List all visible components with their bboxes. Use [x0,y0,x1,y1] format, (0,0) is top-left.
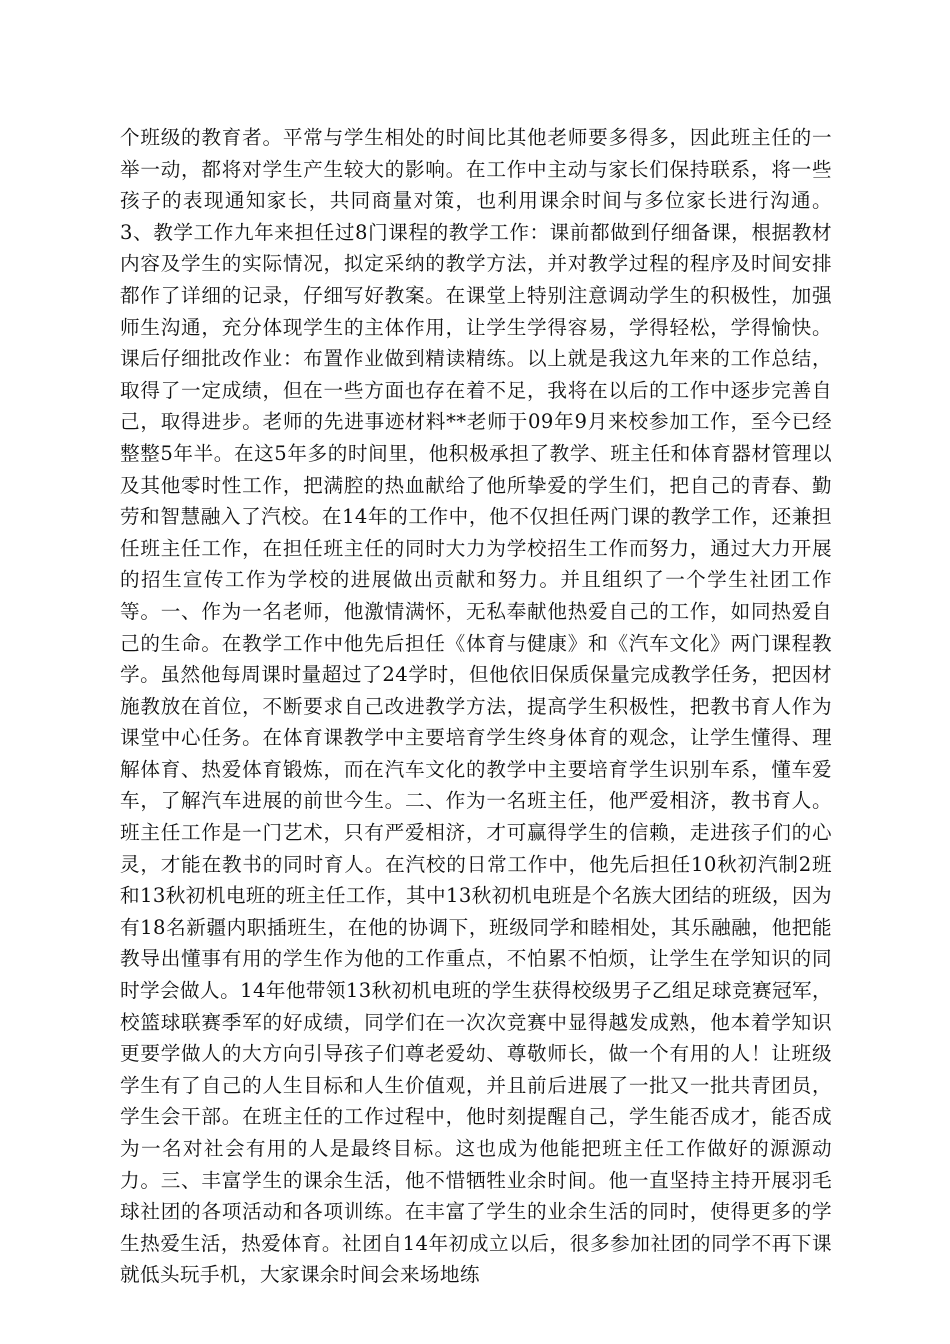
body-paragraph: 个班级的教育者。平常与学生相处的时间比其他老师要多得多，因此班主任的一举一动，都将对学生产生较大的影响。在工作中主动与家长们保持联系，将一些孩子的表现通知家长，共同商量对策，也利用课余时间与多位家长进行沟通。3、教学工作九年来担任过8门课程的教学工作：课前都做到仔细备课，根据教材内容及学生的实际情况，拟定采纳的教学方法，并对教学过程的程序及时间安排都作了详细的记录，仔细写好教案。在课堂上特别注意调动学生的积极性，加强师生沟通，充分体现学生的主体作用，让学生学得容易，学得轻松，学得愉快。课后仔细批改作业：布置作业做到精读精练。以上就是我这九年来的工作总结，取得了一定成绩，但在一些方面也存在着不足，我将在以后的工作中逐步完善自己，取得进步。老师的先进事迹材料**老师于09年9月来校参加工作，至今已经整整5年半。在这5年多的时间里，他积极承担了教学、班主任和体育器材管理以及其他零时性工作，把满腔的热血献给了他所挚爱的学生们，把自己的青春、勤劳和智慧融入了汽校。在14年的工作中，他不仅担任两门课的教学工作，还兼担任班主任工作，在担任班主任的同时大力为学校招生工作而努力，通过大力开展的招生宣传工作为学校的进展做出贡献和努力。并且组织了一个学生社团工作等。一、作为一名老师，他激情满怀，无私奉献他热爱自己的工作，如同热爱自己的生命。在教学工作中他先后担任《体育与健康》和《汽车文化》两门课程教学。虽然他每周课时量超过了24学时，但他依旧保质保量完成教学任务，把因材施教放在首位，不断要求自己改进教学方法，提高学生积极性，把教书育人作为课堂中心任务。在体育课教学中主要培育学生终身体育的观念，让学生懂得、理解体育、热爱体育锻炼，而在汽车文化的教学中主要培育学生识别车系，懂车爱车，了解汽车进展的前世今生。二、作为一名班主任，他严爱相济，教书育人。班主任工作是一门艺术，只有严爱相济，才可赢得学生的信赖，走进孩子们的心灵，才能在教书的同时育人。在汽校的日常工作中，他先后担任10秋初汽制2班和13秋初机电班的班主任工作，其中13秋初机电班是个名族大团结的班级，因为有18名新疆内职插班生，在他的协调下，班级同学和睦相处，其乐融融，他把能教导出懂事有用的学生作为他的工作重点，不怕累不怕烦，让学生在学知识的同时学会做人。14年他带领13秋初机电班的学生获得校级男子乙组足球竞赛冠军，校篮球联赛季军的好成绩，同学们在一次次竞赛中显得越发成熟，他本着学知识更要学做人的大方向引导孩子们尊老爱幼、尊敬师长，做一个有用的人！让班级学生有了自己的人生目标和人生价值观，并且前后进展了一批又一批共青团员，学生会干部。在班主任的工作过程中，他时刻提醒自己，学生能否成才，能否成为一名对社会有用的人是最终目标。这也成为他能把班主任工作做好的源源动力。三、丰富学生的课余生活，他不惜牺牲业余时间。他一直坚持主持开展羽毛球社团的各项活动和各项训练。在丰富了学生的业余生活的同时，使得更多的学生热爱生活，热爱体育。社团自14年初成立以后，很多参加社团的同学不再下课就低头玩手机，大家课余时间会来场地练 [120,126,832,1287]
